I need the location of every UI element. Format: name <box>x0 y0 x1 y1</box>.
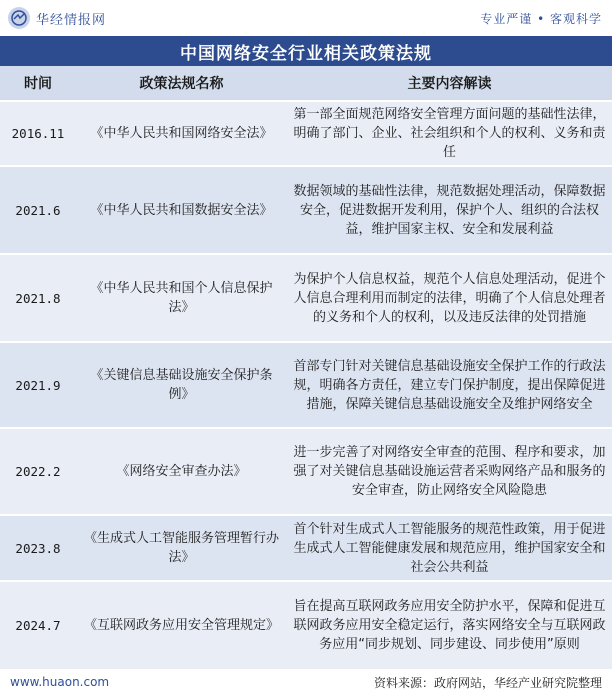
table-row <box>0 428 612 515</box>
column-header-date: 时间 <box>0 66 76 101</box>
page-title: 中国网络安全行业相关政策法规 <box>0 36 612 66</box>
row-description: 第一部全面规范网络安全管理方面问题的基础性法律，明确了部门、企业、社会组织和个人的权利、义务和责任 <box>287 101 612 166</box>
row-policy-name: 《互联网政务应用安全管理规定》 <box>76 581 287 669</box>
policy-table <box>0 66 612 669</box>
row-policy-name: 《关键信息基础设施安全保护条例》 <box>76 342 287 428</box>
row-policy-name: 《中华人民共和国网络安全法》 <box>76 101 287 166</box>
header-bar <box>0 0 612 36</box>
table-row <box>0 515 612 581</box>
row-policy-name: 《生成式人工智能服务管理暂行办法》 <box>76 515 287 581</box>
table-row <box>0 342 612 428</box>
row-date: 2016.11 <box>0 101 76 166</box>
row-description: 数据领域的基础性法律，规范数据处理活动，保障数据安全，促进数据开发利用，保护个人、组织的合法权益，维护国家主权、安全和发展利益 <box>287 166 612 254</box>
slogan: 专业严谨 • 客观科学 <box>480 11 602 26</box>
row-description: 首部专门针对关键信息基础设施安全保护工作的行政法规，明确各方责任，建立专门保护制度，提出保障促进措施，保障关键信息基础设施安全及维护网络安全 <box>287 342 612 428</box>
brand-name: 华经情报网 <box>36 12 107 28</box>
row-date: 2021.8 <box>0 254 76 342</box>
brand[interactable] <box>8 7 106 29</box>
table-row <box>0 101 612 166</box>
table-row <box>0 166 612 254</box>
row-description: 旨在提高互联网政务应用安全防护水平，保障和促进互联网政务应用安全稳定运行，落实网络安全与互联网政务应用“同步规划、同步建设、同步使用”原则 <box>287 581 612 669</box>
table-header-row <box>0 66 612 101</box>
logo-icon <box>8 7 30 29</box>
row-description: 为保护个人信息权益，规范个人信息处理活动，促进个人信息合理利用而制定的法律，明确了个人信息处理者的义务和个人的权利，以及违反法律的处罚措施 <box>287 254 612 342</box>
row-date: 2024.7 <box>0 581 76 669</box>
row-policy-name: 《中华人民共和国数据安全法》 <box>76 166 287 254</box>
source-note: 资料来源：政府网站，华经产业研究院整理 <box>373 675 602 690</box>
row-date: 2022.2 <box>0 428 76 515</box>
row-description: 进一步完善了对网络安全审查的范围、程序和要求，加强了对关键信息基础设施运营者采购网络产品和服务的安全审查，防止网络安全风险隐患 <box>287 428 612 515</box>
column-header-name: 政策法规名称 <box>76 66 287 101</box>
table-row <box>0 254 612 342</box>
row-policy-name: 《中华人民共和国个人信息保护法》 <box>76 254 287 342</box>
row-description: 首个针对生成式人工智能服务的规范性政策，用于促进生成式人工智能健康发展和规范应用，维护国家安全和社会公共利益 <box>287 515 612 581</box>
row-policy-name: 《网络安全审查办法》 <box>76 428 287 515</box>
footer <box>0 669 612 695</box>
row-date: 2023.8 <box>0 515 76 581</box>
website-link[interactable]: www.huaon.com <box>10 675 110 689</box>
row-date: 2021.9 <box>0 342 76 428</box>
row-date: 2021.6 <box>0 166 76 254</box>
table-row <box>0 581 612 669</box>
column-header-desc: 主要内容解读 <box>287 66 612 101</box>
